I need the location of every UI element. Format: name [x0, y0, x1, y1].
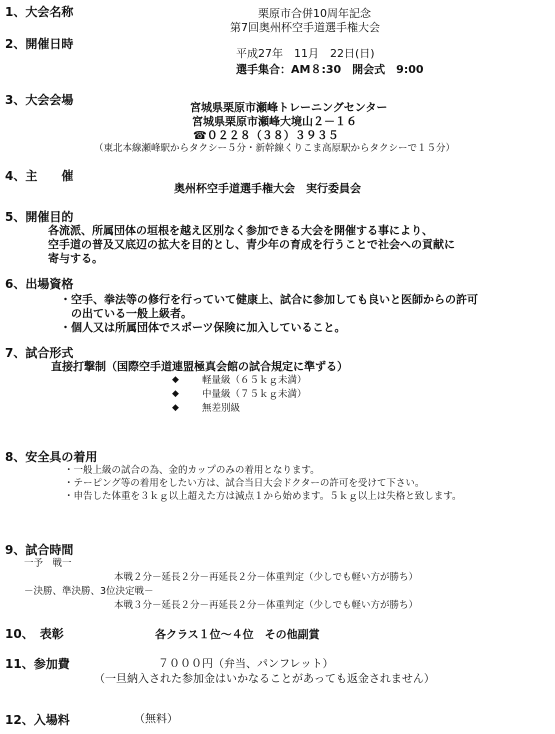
venue-access: （東北本線瀬峰駅からタクシー５分・新幹線くりこま高原駅からタクシーで１５分）	[94, 143, 456, 154]
safety-line: ・テーピング等の着用をしたい方は、試合当日大会ドクターの許可を受けて下さい。	[64, 478, 425, 489]
refund-note: （一旦納入された参加金はいかなることがあっても返金されません）	[94, 672, 435, 685]
venue-name: 宮城県栗原市瀬峰トレーニングセンター	[190, 101, 388, 114]
weight-class: 中量級（７５ｋｇ未満）	[202, 389, 307, 400]
purpose-line: 寄与する。	[48, 252, 103, 265]
venue-address: 宮城県栗原市瀬峰大境山２－１６	[192, 115, 357, 128]
qualification-line: ・個人又は所属団体でスポーツ保険に加入していること。	[60, 321, 346, 334]
section-7-heading: 7、試合形式	[5, 346, 74, 360]
round-label: －決勝、準決勝、3位決定戦－	[24, 586, 154, 597]
section-1-heading: 1、大会名称	[5, 5, 74, 19]
weight-class: 無差別級	[202, 403, 241, 414]
diamond-icon: ◆	[172, 389, 179, 399]
section-3-heading: 3、大会会場	[5, 93, 74, 107]
round-label: 一予 戦一	[24, 558, 72, 569]
purpose-line: 空手道の普及又底辺の拡大を目的とし、青少年の育成を行うことで社会への貢献に	[48, 238, 455, 251]
qualification-line: の出ている一般上級者。	[71, 307, 192, 320]
diamond-icon: ◆	[172, 403, 179, 413]
section-6-heading: 6、出場資格	[5, 277, 74, 291]
section-12-heading: 12、入場料	[5, 713, 70, 727]
purpose-line: 各流派、所属団体の垣根を越え区別なく参加できる大会を開催する事により、	[48, 224, 433, 237]
event-subtitle: 栗原市合併10周年記念	[258, 7, 371, 20]
section-2-heading: 2、開催日時	[5, 37, 74, 51]
safety-line: ・申告した体重を３ｋｇ以上超えた方は減点１から始めます。５ｋｇ以上は失格と致します。	[64, 491, 462, 502]
round-rule: 本戦３分－延長２分－再延長２分－体重判定（少しでも軽い方が勝ち）	[114, 600, 419, 611]
section-8-heading: 8、安全具の着用	[5, 450, 98, 464]
organizer: 奥州杯空手道選手権大会 実行委員会	[174, 182, 361, 195]
section-11-heading: 11、参加費	[5, 657, 70, 671]
entry-fee: ７０００円（弁当、パンフレット）	[158, 657, 334, 670]
awards: 各クラス１位～４位 その他副賞	[155, 628, 320, 641]
section-4-heading: 4、主 催	[5, 169, 74, 183]
match-rule: 直接打撃制（国際空手道連盟極真会館の試合規定に準ずる）	[51, 360, 348, 373]
qualification-line: ・空手、拳法等の修行を行っていて健康上、試合に参加しても良いと医師からの許可	[60, 293, 478, 306]
event-title: 第7回奥州杯空手道選手権大会	[230, 21, 380, 34]
round-rule: 本戦２分－延長２分－再延長２分－体重判定（少しでも軽い方が勝ち）	[114, 572, 419, 583]
event-time: 選手集合：AM８:30 開会式 9:00	[236, 63, 424, 76]
event-date: 平成27年 11月 22日(日)	[236, 47, 375, 60]
safety-line: ・一般上級の試合の為、金的カップのみの着用となります。	[64, 465, 320, 476]
weight-class: 軽量級（６５ｋｇ未満）	[202, 375, 307, 386]
section-9-heading: 9、試合時間	[5, 543, 74, 557]
admission-fee: （無料）	[134, 712, 178, 725]
diamond-icon: ◆	[172, 375, 179, 385]
section-10-heading: 10、 表彰	[5, 627, 64, 641]
venue-phone: ☎０２２８（３８）３９３５	[193, 129, 339, 142]
section-5-heading: 5、開催目的	[5, 210, 74, 224]
